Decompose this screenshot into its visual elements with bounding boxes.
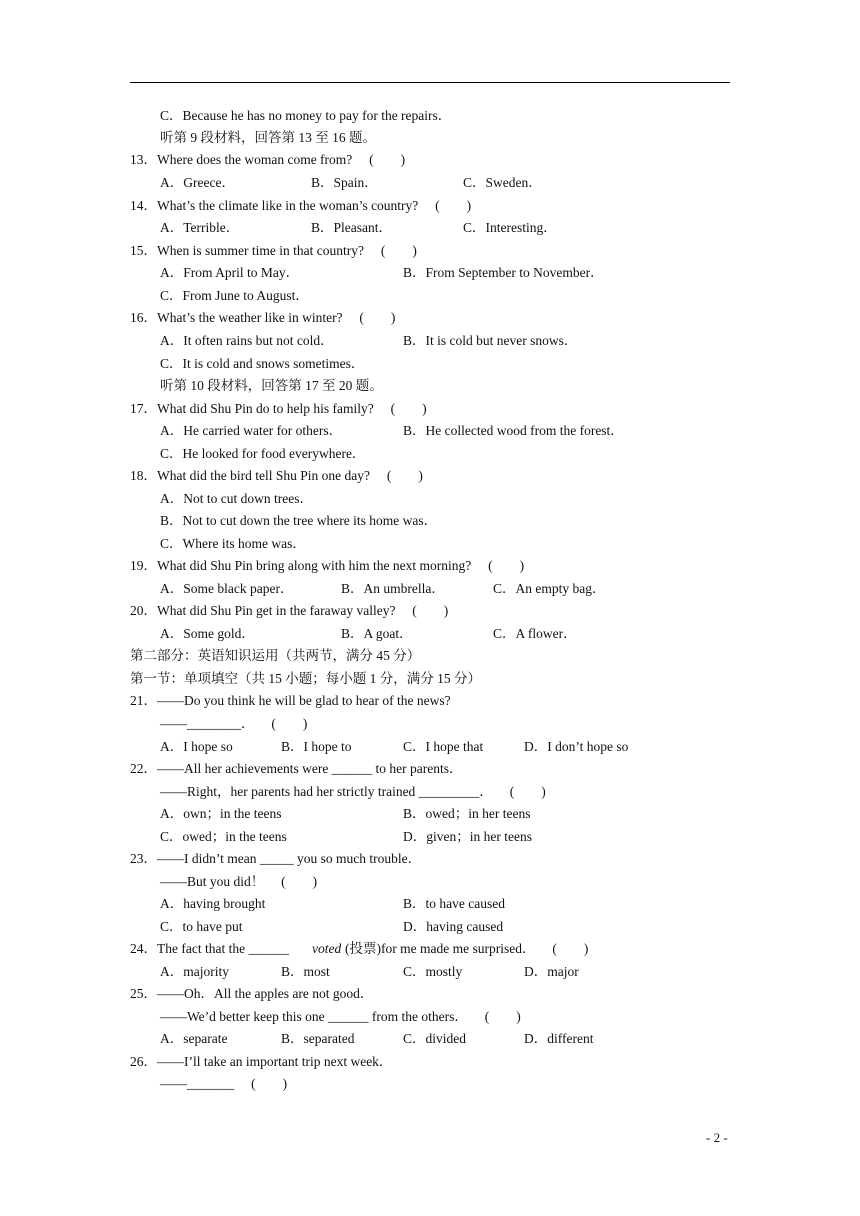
text-line: 21．——Do you think he will be glad to hear of the news?: [130, 693, 451, 708]
text-line: B．separated: [281, 1031, 355, 1046]
text-line: A．He carried water for others．: [160, 423, 343, 438]
text-line: A．From April to May．: [160, 265, 300, 280]
text-line: 23．——I didn’t mean _____ you so much trouble．: [130, 851, 422, 866]
page-number: - 2 -: [706, 1130, 728, 1145]
text-line: A．I hope so: [160, 739, 233, 754]
text-line: B．An umbrella．: [341, 581, 445, 596]
text-line: 16．What’s the weather like in winter? ( ): [130, 310, 396, 325]
text-line: C．Where its home was．: [160, 536, 306, 551]
text-line: 20．What did Shu Pin get in the faraway valley? ( ): [130, 603, 449, 618]
text-line: C．divided: [403, 1031, 466, 1046]
text-line: 17．What did Shu Pin do to help his family? ( ): [130, 401, 427, 416]
text-line: A．majority: [160, 964, 229, 979]
text-line: ——________． ( ): [160, 716, 308, 731]
text-line: ——We’d better keep this one ______ from the others． ( ): [160, 1009, 521, 1024]
text-line: D．different: [524, 1031, 594, 1046]
text-line: ——_______ ( ): [160, 1076, 288, 1091]
text-line: C．An empty bag．: [493, 581, 606, 596]
text-line: voted: [312, 941, 342, 956]
text-line: B．He collected wood from the forest．: [403, 423, 624, 438]
text-line: A．Not to cut down trees．: [160, 491, 313, 506]
text-line: 第二部分：英语知识运用（共两节，满分 45 分）: [130, 648, 421, 663]
text-line: D．having caused: [403, 919, 504, 934]
text-line: B．I hope to: [281, 739, 352, 754]
text-line: C．I hope that: [403, 739, 484, 754]
text-line: C．From June to August．: [160, 288, 309, 303]
text-line: A．Greece．: [160, 175, 235, 190]
text-line: C．to have put: [160, 919, 243, 934]
text-line: 第一节：单项填空（共 15 小题；每小题 1 分，满分 15 分）: [130, 671, 481, 686]
text-line: C．A flower．: [493, 626, 577, 641]
text-line: C．Because he has no money to pay for the repairs．: [160, 108, 452, 123]
text-line: 26．——I’ll take an important trip next week．: [130, 1054, 393, 1069]
text-line: B．to have caused: [403, 896, 505, 911]
text-line: B．From September to November．: [403, 265, 604, 280]
text-line: A．Some gold．: [160, 626, 255, 641]
text-line: C．Interesting．: [463, 220, 557, 235]
text-line: A．Terrible．: [160, 220, 240, 235]
text-line: 14．What’s the climate like in the woman’s country? ( ): [130, 198, 472, 213]
text-line: B．A goat．: [341, 626, 413, 641]
text-line: C．mostly: [403, 964, 463, 979]
text-line: B．most: [281, 964, 330, 979]
text-line: C．Sweden．: [463, 175, 542, 190]
text-line: A．own；in the teens: [160, 806, 282, 821]
text-line: B．Spain．: [311, 175, 378, 190]
text-line: A．having brought: [160, 896, 266, 911]
text-line: D．I don’t hope so: [524, 739, 629, 754]
text-line: B．Pleasant．: [311, 220, 392, 235]
text-line: A．separate: [160, 1031, 228, 1046]
text-line: 24．The fact that the ______: [130, 941, 293, 956]
text-line: B．Not to cut down the tree where its home was．: [160, 513, 438, 528]
text-line: (投票)for me made me surprised． ( ): [345, 941, 589, 956]
text-line: 22．——All her achievements were ______ to her parents．: [130, 761, 463, 776]
text-line: C．owed；in the teens: [160, 829, 287, 844]
text-line: 听第 10 段材料，回答第 17 至 20 题。: [160, 378, 383, 393]
text-line: ——But you did！ ( ): [160, 874, 318, 889]
text-line: D．given；in her teens: [403, 829, 532, 844]
text-line: 18．What did the bird tell Shu Pin one day? ( ): [130, 468, 423, 483]
text-line: 听第 9 段材料，回答第 13 至 16 题。: [160, 130, 376, 145]
text-line: B．owed；in her teens: [403, 806, 531, 821]
text-line: C．It is cold and snows sometimes．: [160, 356, 365, 371]
text-line: 25．——Oh．All the apples are not good．: [130, 986, 374, 1001]
text-line: 13．Where does the woman come from? ( ): [130, 152, 406, 167]
text-line: ——Right，her parents had her strictly trained _________． ( ): [160, 784, 546, 799]
text-line: 19．What did Shu Pin bring along with him the next morning? ( ): [130, 558, 525, 573]
text-line: C．He looked for food everywhere．: [160, 446, 366, 461]
text-line: B．It is cold but never snows．: [403, 333, 578, 348]
text-line: A．Some black paper．: [160, 581, 294, 596]
text-line: 15．When is summer time in that country? ( ): [130, 243, 417, 258]
header-rule: [130, 82, 730, 83]
text-line: A．It often rains but not cold．: [160, 333, 334, 348]
text-line: D．major: [524, 964, 579, 979]
